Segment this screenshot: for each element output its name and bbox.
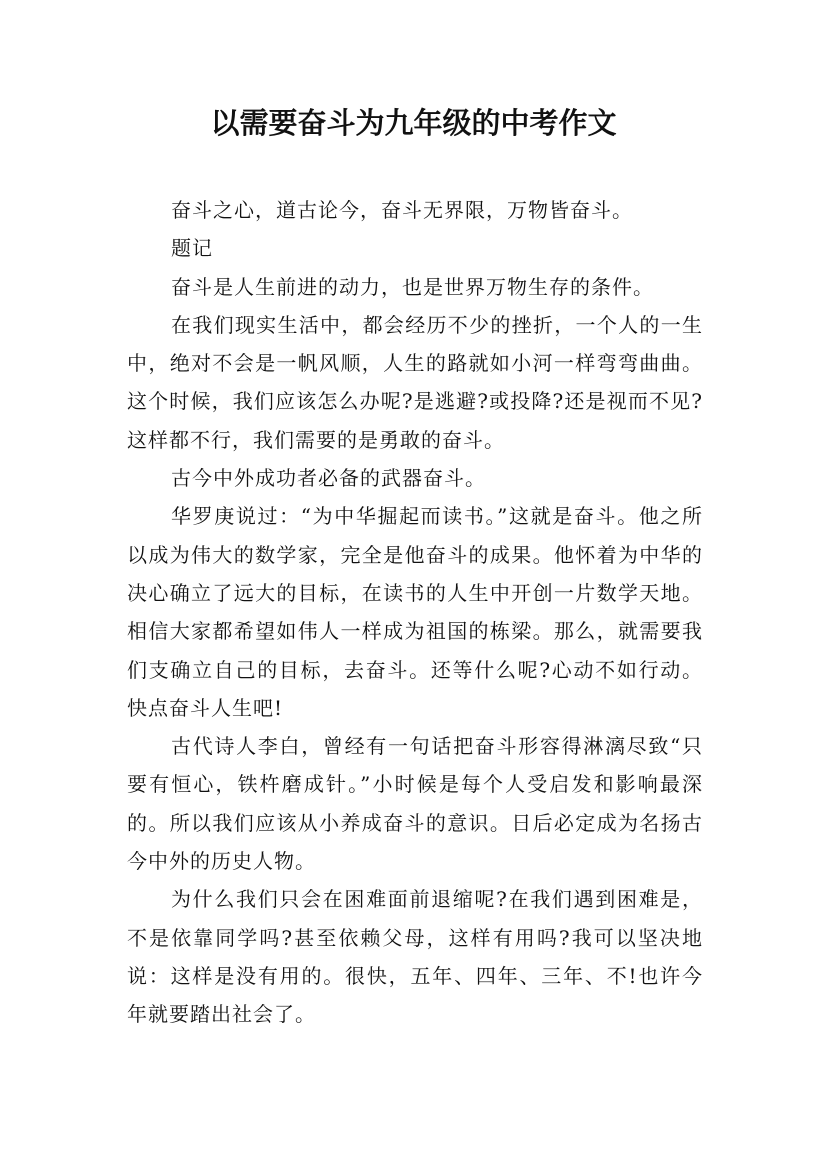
paragraph-difficulties: 为什么我们只会在困难面前退缩呢?在我们遇到困难是，不是依靠同学吗?甚至依赖父母，这样有用吗?我可以坚决地说：这样是没有用的。很快，五年、四年、三年、不!也许今年就要踏出社会了。 [127,887,703,1027]
paragraph-epigraph-label: 题记 [171,236,213,261]
paragraph-li-bai: 古代诗人李白，曾经有一句话把奋斗形容得淋漓尽致“只要有恒心，铁杵磨成针。”小时候是每个人受启发和影响最深的。所以我们应该从小养成奋斗的意识。日后必定成为名扬古今中外的历史人物。 [127,734,703,874]
paragraph-intro: 奋斗之心，道古论今，奋斗无界限，万物皆奋斗。 [171,198,633,222]
document-title: 以需要奋斗为九年级的中考作文 [210,106,617,140]
document-body [127,191,703,1034]
paragraph-thesis: 奋斗是人生前进的动力，也是世界万物生存的条件。 [171,274,654,299]
paragraph-hua-luogeng: 华罗庚说过：“为中华掘起而读书。”这就是奋斗。他之所以成为伟大的数学家，完全是他奋斗的成果。他怀着为中华的决心确立了远大的目标，在读书的人生中开创一片数学天地。相信大家都希望如伟人一样成为祖国的栋梁。那么，就需要我们支确立自己的目标，去奋斗。还等什么呢?心动不如行动。快点奋斗人生吧! [127,504,703,720]
paragraph-setbacks: 在我们现实生活中，都会经历不少的挫折，一个人的一生中，绝对不会是一帆风顺，人生的路就如小河一样弯弯曲曲。这个时候，我们应该怎么办呢?是逃避?或投降?还是视而不见?这样都不行，我们需要的是勇敢的奋斗。 [127,312,703,452]
paragraph-weapon: 古今中外成功者必备的武器奋斗。 [171,466,486,491]
